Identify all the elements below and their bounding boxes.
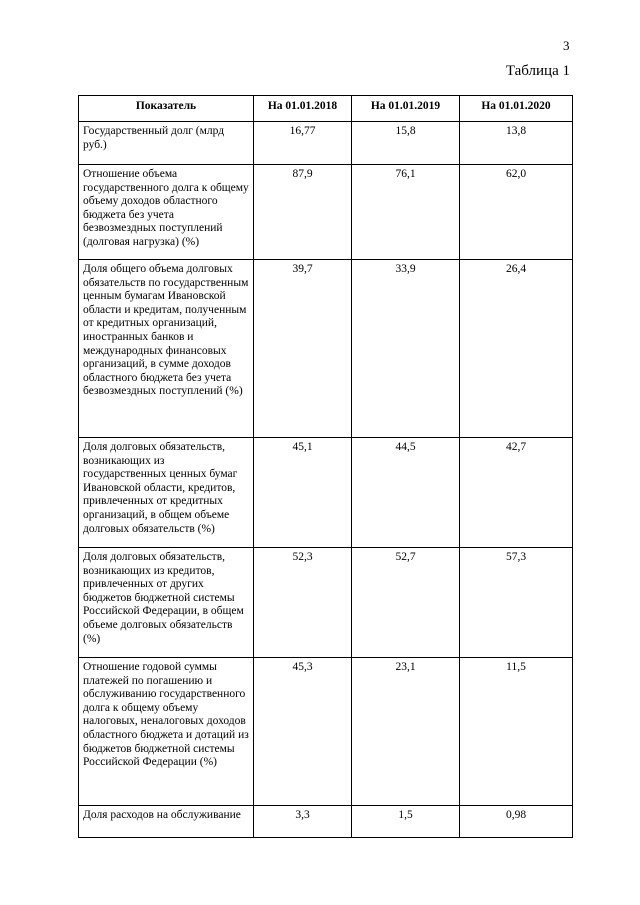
value-2020: 0,98	[460, 806, 573, 838]
value-2018: 3,3	[254, 806, 352, 838]
table-row	[79, 260, 573, 438]
value-2018: 16,77	[254, 122, 352, 165]
header-indicator: Показатель	[79, 96, 254, 122]
value-2019: 76,1	[352, 165, 460, 260]
value-2018: 87,9	[254, 165, 352, 260]
table-row	[79, 806, 573, 838]
table-row	[79, 548, 573, 658]
value-2018: 39,7	[254, 260, 352, 438]
row-label: Государственный долг (млрд руб.)	[79, 122, 254, 165]
row-label: Отношение годовой суммы платежей по погашению и обслуживанию государственного долга к общему объему налоговых, неналоговых доходов областного бюджета и дотаций из бюджетов бюджетной системы Российской Федерации (%)	[79, 658, 254, 806]
value-2018: 52,3	[254, 548, 352, 658]
table-row	[79, 658, 573, 806]
value-2019: 15,8	[352, 122, 460, 165]
debt-indicators-table	[78, 95, 573, 838]
value-2019: 1,5	[352, 806, 460, 838]
value-2019: 52,7	[352, 548, 460, 658]
value-2020: 57,3	[460, 548, 573, 658]
value-2020: 13,8	[460, 122, 573, 165]
value-2020: 42,7	[460, 438, 573, 548]
value-2018: 45,1	[254, 438, 352, 548]
row-label: Доля долговых обязательств, возникающих из государственных ценных бумаг Ивановской области, кредитов, привлеченных от кредитных организаций, в общем объеме долговых обязательств (%)	[79, 438, 254, 548]
row-label: Доля общего объема долговых обязательств по государственным ценным бумагам Ивановской области и кредитам, полученным от кредитных организаций, иностранных банков и международных финансовых организаций, в сумме доходов областного бюджета без учета безвозмездных поступлений (%)	[79, 260, 254, 438]
table-row	[79, 122, 573, 165]
value-2018: 45,3	[254, 658, 352, 806]
table-row	[79, 438, 573, 548]
page-number: 3	[563, 38, 570, 53]
table-row	[79, 165, 573, 260]
value-2020: 11,5	[460, 658, 573, 806]
row-label: Доля долговых обязательств, возникающих из кредитов, привлеченных от других бюджетов бюджетной системы Российской Федерации, в общем объеме долговых обязательств (%)	[79, 548, 254, 658]
table-caption: Таблица 1	[505, 63, 570, 79]
value-2020: 62,0	[460, 165, 573, 260]
row-label: Отношение объема государственного долга к общему объему доходов областного бюджета без учета безвозмездных поступлений (долговая нагрузка) (%)	[79, 165, 254, 260]
header-2020: На 01.01.2020	[460, 96, 573, 122]
value-2019: 23,1	[352, 658, 460, 806]
row-label: Доля расходов на обслуживание	[79, 806, 254, 838]
value-2019: 33,9	[352, 260, 460, 438]
table-header-row	[79, 96, 573, 122]
header-2018: На 01.01.2018	[254, 96, 352, 122]
value-2020: 26,4	[460, 260, 573, 438]
header-2019: На 01.01.2019	[352, 96, 460, 122]
value-2019: 44,5	[352, 438, 460, 548]
